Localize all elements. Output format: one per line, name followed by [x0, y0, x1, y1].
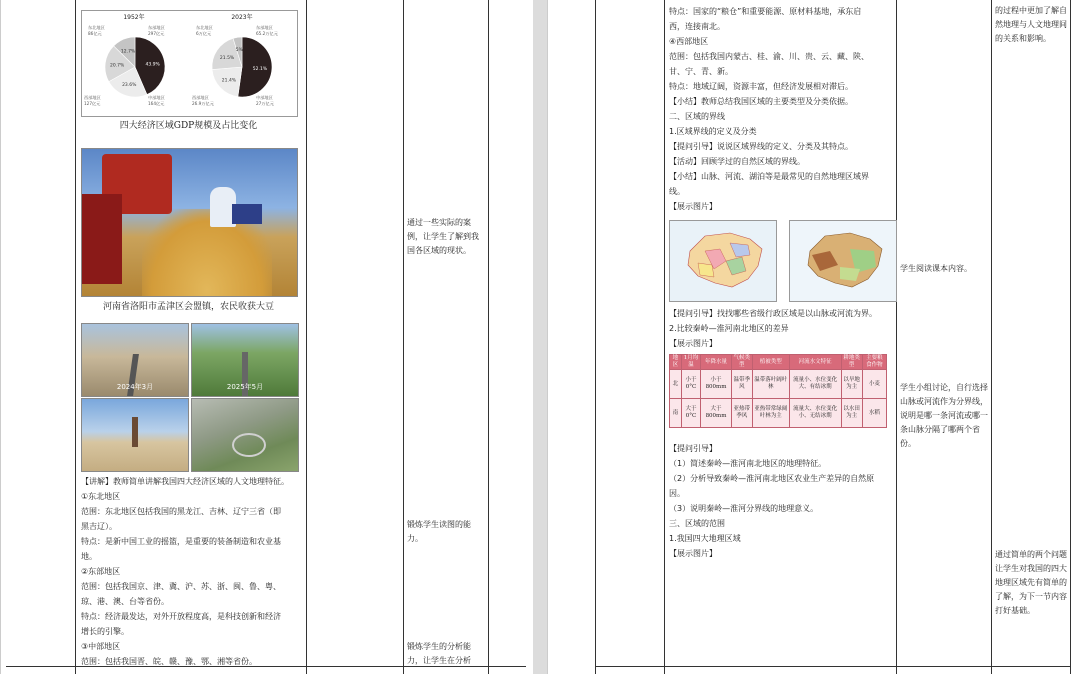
table-border — [488, 0, 489, 674]
pie-region-label: 297亿元 — [148, 31, 165, 36]
body-text-line: 增长的引擎。 — [81, 627, 129, 636]
body-text-line: 范围：包括我国晋、皖、赣、豫、鄂、湘等省份。 — [81, 657, 257, 666]
pie-region-label: 东部地区 — [148, 25, 165, 30]
left-page — [0, 0, 535, 674]
design-note-1: 的过程中更加了解自然地理与人文地理间的关系和影响。 — [995, 6, 1067, 43]
pie-region-label: 65.2万亿元 — [256, 31, 278, 36]
table-header-cell: 河流水文特征 — [789, 355, 841, 370]
table-border — [595, 0, 596, 674]
table-header-cell: 植被类型 — [752, 355, 789, 370]
road-photo-2025 — [191, 323, 299, 397]
table-border — [403, 0, 404, 674]
table-border — [595, 666, 1071, 667]
body-text-line: 特点：是新中国工业的摇篮，是重要的装备制造和农业基 — [81, 537, 281, 546]
body-text-line: （2）分析导致秦岭—淮河南北地区农业生产差异的自然原 — [669, 474, 875, 483]
table-cell: 流量小、水位变化大、有结冰期 — [789, 370, 841, 399]
political-map — [669, 220, 777, 302]
pie-year-label: 2023年 — [231, 14, 253, 21]
table-cell: 小麦 — [862, 370, 886, 399]
desert-tower-photo — [81, 398, 189, 472]
teaching-note-1: 通过一些实际的案例，让学生了解到我国各区域的现状。 — [407, 218, 479, 255]
table-border — [664, 0, 665, 674]
table-border — [1070, 0, 1071, 674]
pie-slice-label: 43.9% — [145, 62, 160, 68]
pie-region-label: 26.9万亿元 — [192, 101, 214, 106]
pie-slice-label: 5% — [235, 48, 243, 54]
pie-chart-caption: 四大经济区域GDP规模及占比变化 — [119, 121, 258, 131]
body-text-line: 【小结】教师总结我国区域的主要类型及分类依据。 — [669, 97, 853, 106]
pie-slice-label: 21.4% — [221, 78, 237, 84]
pie-slice-label: 20.7% — [110, 63, 125, 69]
pie-region-label: 中部地区 — [148, 95, 165, 100]
left-body-text — [81, 474, 289, 669]
body-text-line: 【讲解】教师简单讲解我国四大经济区域的人文地理特征。 — [81, 477, 289, 486]
body-text-line: 【小结】山脉、河流、湖泊等是最常见的自然地理区域界 — [669, 172, 869, 181]
body-text-line: 【提问引导】说说区域界线的定义、分类及其特点。 — [669, 142, 853, 151]
design-note-2: 通过简单的两个问题让学生对我国的四大地理区域先有简单的了解，为下一节内容打好基础。 — [995, 550, 1067, 615]
table-cell: 亚热带常绿阔叶林为主 — [752, 399, 789, 428]
body-text-line: 【展示图片】 — [669, 202, 717, 211]
pie-chart-figure — [81, 10, 298, 117]
table-cell: 大于800mm — [701, 399, 731, 428]
body-text-line: 【展示图片】 — [669, 339, 717, 348]
body-text-line: 三、区域的范围 — [669, 519, 725, 528]
table-border — [75, 0, 76, 674]
pie-region-label: 27万亿元 — [256, 101, 274, 106]
body-text-line: 特点：经济最发达，对外开放程度高，是科技创新和经济 — [81, 612, 281, 621]
body-text-line: 甘、宁、青、新。 — [669, 67, 733, 76]
body-text-line: 2.比较秦岭—淮河南北地区的差异 — [669, 324, 789, 333]
body-text-line: 1.我国四大地理区域 — [669, 534, 741, 543]
pie-region-label: 中部地区 — [256, 95, 273, 100]
table-header-cell: 耕地类型 — [841, 355, 862, 370]
teaching-note-2: 锻炼学生读图的能力。 — [407, 520, 471, 543]
table-row — [670, 370, 887, 399]
body-text-line: ②东部地区 — [81, 567, 121, 576]
table-cell: 流量大、水位变化小、无结冰期 — [789, 399, 841, 428]
pie-slice-label: 21.5% — [219, 55, 235, 61]
body-text-line: 【提问引导】 — [669, 444, 717, 453]
photo-caption: 河南省洛阳市孟津区会盟镇，农民收获大豆 — [102, 302, 274, 312]
body-text-line: 【展示图片】 — [669, 549, 717, 558]
body-text-line: ③中部地区 — [81, 642, 121, 651]
table-border — [896, 0, 897, 674]
table-header-cell: 地区 — [670, 355, 682, 370]
soybean-harvest-photo — [81, 148, 298, 297]
body-text-line: 琼、港、澳、台等省份。 — [81, 597, 169, 606]
body-text-line: 特点：地域辽阔，资源丰富，但经济发展相对滞后。 — [669, 82, 853, 91]
table-cell: 南 — [670, 399, 682, 428]
table-cell: 北 — [670, 370, 682, 399]
qinling-huaihe-comparison-table — [669, 354, 887, 428]
student-activity-1: 学生阅读课本内容。 — [900, 264, 972, 273]
table-border — [306, 0, 307, 674]
right-body-bottom — [669, 441, 874, 561]
pie-year-label: 1952年 — [123, 14, 145, 21]
photo-date-label: 2024年3月 — [116, 383, 154, 391]
body-text-line: 【提问引导】找找哪些省级行政区域是以山脉或河流为界。 — [669, 309, 877, 318]
body-text-line: 特点：国家的“粮仓”和重要能源、原材料基地，承东启 — [669, 7, 862, 16]
body-text-line: 西，连接南北。 — [669, 22, 725, 31]
right-page — [547, 0, 1080, 674]
table-cell: 以水田为主 — [841, 399, 862, 428]
pie-region-label: 127亿元 — [84, 101, 101, 106]
student-activity-2: 学生小组讨论，自行选择山脉或河流作为分界线，说明是哪一条河流或哪一条山脉分隔了哪两个省份。 — [900, 383, 988, 448]
china-political-map-icon — [670, 221, 776, 301]
body-text-line: 地。 — [81, 552, 97, 561]
photo-date-label: 2025年5月 — [226, 383, 264, 391]
body-text-line: ④西部地区 — [669, 37, 709, 46]
table-cell: 水稻 — [862, 399, 886, 428]
body-text-line: 二、区域的界线 — [669, 112, 725, 121]
body-text-line: 范围：包括我国内蒙古、桂、渝、川、贵、云、藏、陕、 — [669, 52, 869, 61]
teaching-note-3: 锻炼学生的分析能力，让学生在分析 — [407, 642, 471, 665]
pie-slice-label: 12.7% — [120, 49, 136, 55]
pie-region-label: 西部地区 — [84, 95, 101, 100]
body-text-line: 【活动】回顾学过的自然区域的界线。 — [669, 157, 805, 166]
body-text-line: 1.区域界线的定义及分类 — [669, 127, 757, 136]
table-header-cell: 主要粮食作物 — [862, 355, 886, 370]
table-cell: 小于0°C — [681, 370, 701, 399]
pie-region-label: 东部地区 — [256, 25, 273, 30]
body-text-line: 范围：包括我国京、津、冀、沪、苏、浙、闽、鲁、粤、 — [81, 582, 281, 591]
pie-charts — [82, 11, 297, 116]
table-border — [991, 0, 992, 674]
physical-map — [789, 220, 897, 302]
pie-region-label: 86亿元 — [88, 31, 102, 36]
table-cell: 以旱地为主 — [841, 370, 862, 399]
body-text-line: 黑吉辽）。 — [81, 522, 117, 531]
table-cell: 小于800mm — [701, 370, 731, 399]
right-body-top — [669, 4, 869, 214]
table-cell: 大于0°C — [681, 399, 701, 428]
body-text-line: （1）简述秦岭—淮河南北地区的地理特征。 — [669, 459, 827, 468]
body-text-line: 线。 — [669, 187, 685, 196]
table-row — [670, 399, 887, 428]
pie-slice-label: 23.6% — [122, 83, 137, 89]
pie-region-label: 东北地区 — [196, 25, 213, 30]
pie-region-label: 6万亿元 — [196, 31, 212, 36]
body-text-line: （3）说明秦岭—淮河分界线的地理意义。 — [669, 504, 819, 513]
pie-region-label: 164亿元 — [148, 101, 165, 106]
table-header-cell: 气候类型 — [731, 355, 752, 370]
road-photo-2024 — [81, 323, 189, 397]
body-text-line: 范围：东北地区包括我国的黑龙江、吉林、辽宁三省（即 — [81, 507, 281, 516]
table-cell: 温带季风 — [731, 370, 752, 399]
body-text-line: 因。 — [669, 489, 685, 498]
pie-region-label: 西部地区 — [192, 95, 209, 100]
china-terrain-map-icon — [790, 221, 896, 301]
town-aerial-photo — [191, 398, 299, 472]
right-body-mid — [669, 306, 877, 351]
pie-slice-label: 52.1% — [252, 67, 268, 73]
pie-region-label: 东北地区 — [88, 25, 105, 30]
table-cell: 温带落叶阔叶林 — [752, 370, 789, 399]
body-text-line: ①东北地区 — [81, 492, 121, 501]
table-header-cell: 年降水量 — [701, 355, 731, 370]
table-cell: 亚热带季风 — [731, 399, 752, 428]
table-header-cell: 1月均温 — [681, 355, 701, 370]
page-gutter — [533, 0, 547, 674]
